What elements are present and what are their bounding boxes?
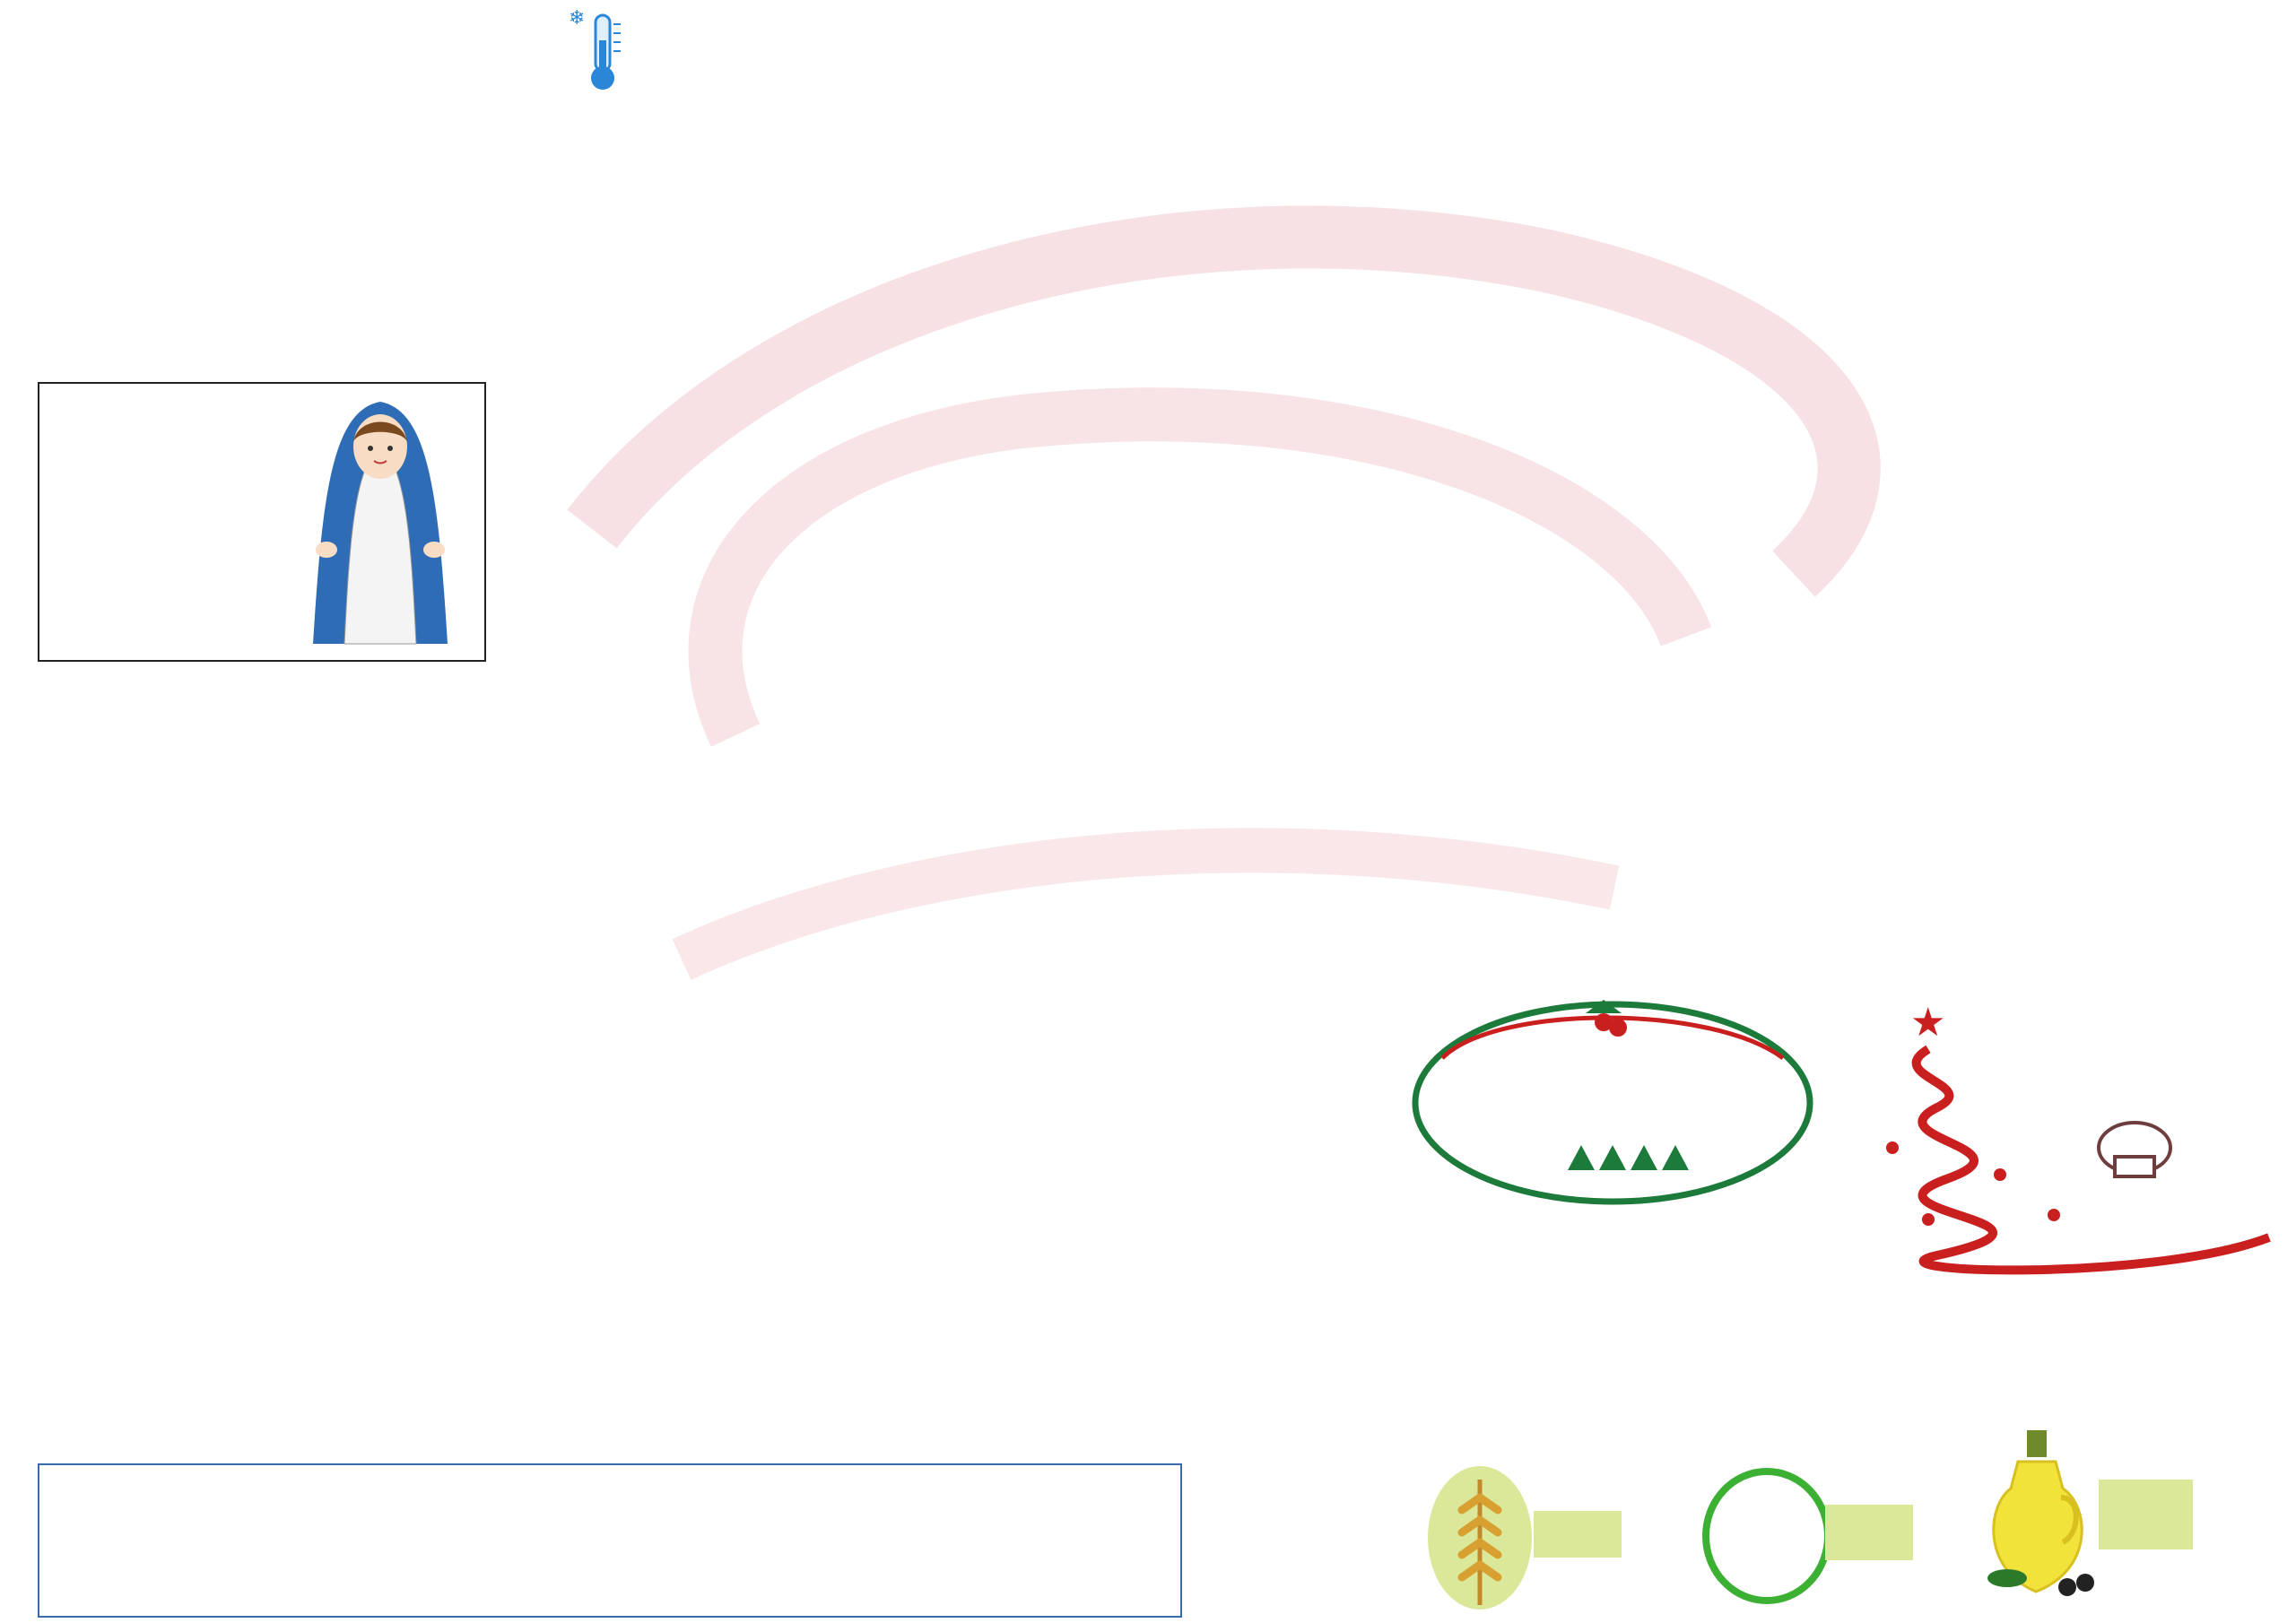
allergen-legend: [2036, 2, 2278, 88]
producto-ecologico-logo: [1700, 1460, 1915, 1612]
watermark-swirl: [556, 152, 1955, 1067]
holiday-cell: [38, 382, 486, 662]
virgin-mary-illustration: [295, 393, 465, 653]
christmas-tree-ribbon: [1830, 995, 2278, 1345]
thermometer-snow-icon: [563, 4, 644, 94]
svg-text:★: ★: [1910, 1000, 1946, 1046]
comedor-saludable-logo: [1493, 1273, 1789, 1381]
svg-text:❄: ❄: [569, 7, 586, 30]
producto-integral-logo: [1426, 1462, 1623, 1614]
aceite-alto-oleico-logo: [1982, 1426, 2197, 1605]
feliz-navidad-logo: [1388, 986, 1828, 1211]
nutrition-table: [38, 1463, 1182, 1618]
